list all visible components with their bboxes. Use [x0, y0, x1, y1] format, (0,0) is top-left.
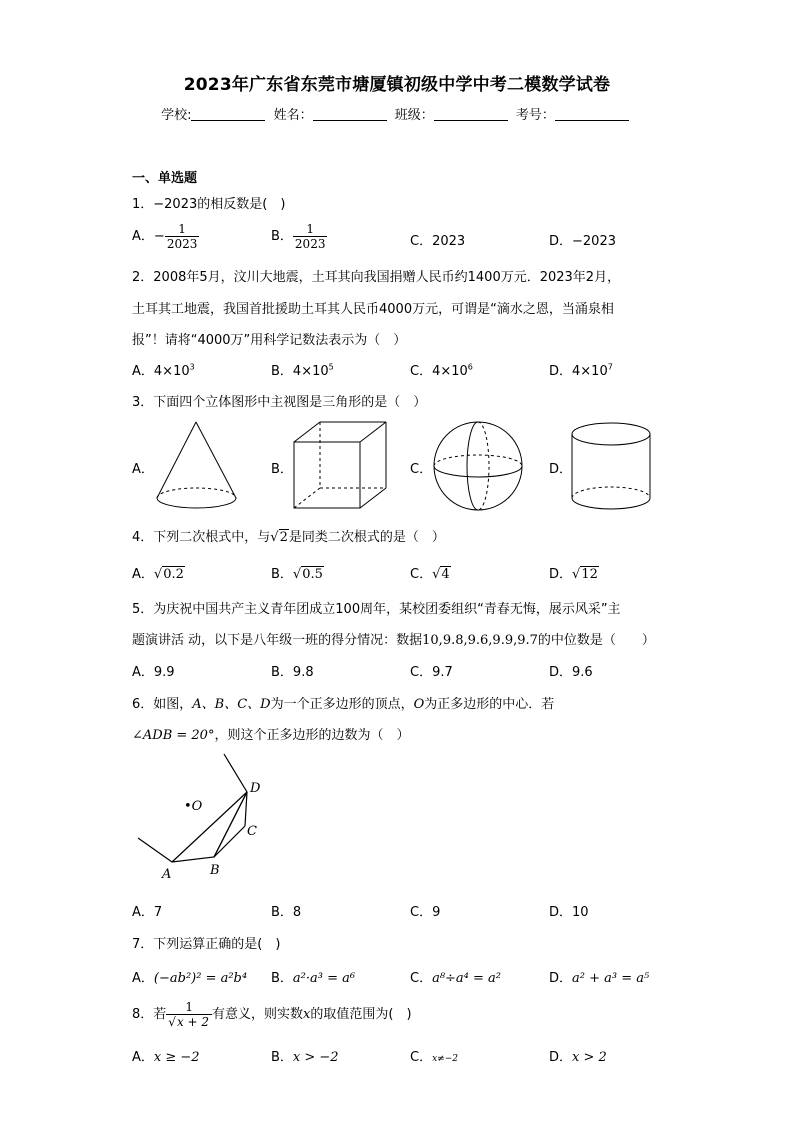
q7-option-d[interactable]: [549, 967, 649, 986]
q8-b-expr: x > −2: [292, 1050, 339, 1065]
class-label: 班级：: [394, 108, 434, 123]
q3-option-a[interactable]: A．: [132, 462, 154, 477]
q1-a-numerator: 1: [165, 222, 200, 237]
q4-b-sqrt: √0.5: [292, 567, 323, 582]
q7-a-expr: (−ab²)² = a²b⁴: [153, 971, 248, 986]
cylinder-figure: [568, 418, 654, 513]
fig-label-c: C: [247, 824, 257, 839]
q8-d-label: D．: [549, 1050, 573, 1065]
q2-a-exponent: 3: [189, 362, 195, 372]
q4-option-c[interactable]: [410, 563, 451, 582]
q3-option-c[interactable]: C．: [410, 462, 433, 477]
cone-figure: [150, 418, 242, 513]
q3-option-b[interactable]: B．: [271, 462, 293, 477]
q4-d-sqrt: √12: [572, 567, 598, 582]
fig-label-b: B: [210, 863, 220, 878]
q8-stem-post: 的取值范围为( ): [310, 1007, 412, 1022]
q8-stem-mid: 有意义，则实数: [212, 1007, 304, 1022]
q6-option-b[interactable]: B．8: [271, 905, 302, 920]
q4-stem-radicand: 2: [279, 530, 288, 545]
q2-option-d[interactable]: [549, 360, 613, 379]
q1-b-label: B．: [271, 229, 293, 244]
q5-stem-line2: [132, 629, 655, 648]
q7-d-label: D．: [549, 971, 573, 986]
q7-stem: 7．下列运算正确的是( ): [132, 937, 281, 952]
q2-d-base: 4×10: [572, 364, 608, 379]
exam-no-label: 考号：: [515, 108, 555, 123]
q2-stem-line2: 土耳其工地震，我国首批援助土耳其人民币4000万元，可谓是“滴水之恩，当涌泉相: [132, 302, 614, 317]
q7-c-expr: a⁸÷a⁴ = a²: [432, 971, 502, 986]
q8-c-label: C．: [410, 1050, 433, 1065]
q6-line1-mid: 为一个正多边形的顶点，: [270, 697, 414, 712]
q4-c-label: C．: [410, 567, 433, 582]
q2-stem-line1: 2．2008年5月，汶川大地震，土耳其向我国捐赠人民币约1400万元．2023年2月，: [132, 270, 621, 285]
q1-option-a[interactable]: [132, 222, 199, 251]
fig-label-d: D: [250, 781, 261, 796]
q8-a-label: A．: [132, 1050, 154, 1065]
q4-c-sqrt: √4: [432, 567, 450, 582]
sphere-figure: [430, 418, 526, 514]
q8-d-expr: x > 2: [572, 1050, 607, 1065]
school-blank[interactable]: [191, 107, 265, 121]
cube-figure: [290, 418, 390, 513]
q2-b-label: B．: [271, 364, 293, 379]
q5-option-a[interactable]: A．9.9: [132, 665, 175, 680]
q4-a-label: A．: [132, 567, 154, 582]
q7-option-c[interactable]: [410, 967, 501, 986]
q8-stem: [132, 1000, 412, 1029]
q4-d-label: D．: [549, 567, 573, 582]
q7-c-label: C．: [410, 971, 433, 986]
q8-b-label: B．: [271, 1050, 293, 1065]
q4-stem-sqrt: √2: [270, 530, 288, 545]
q8-fraction: [166, 1000, 212, 1029]
section-heading: 一、单选题: [132, 171, 198, 186]
q7-a-label: A．: [132, 971, 154, 986]
q6-angle-expr: ∠ADB = 20°: [132, 728, 215, 743]
q4-a-sqrt: √0.2: [153, 567, 184, 582]
q6-option-a[interactable]: A．7: [132, 905, 163, 920]
q8-frac-denominator: √x + 2: [168, 1015, 210, 1029]
q2-c-base: 4×10: [432, 364, 468, 379]
student-info-row: [0, 104, 794, 123]
q8-stem-pre: 8．若: [132, 1007, 167, 1022]
q1-a-sign: −: [153, 229, 165, 244]
q2-stem-line3: 报”！请将“4000万”用科学记数法表示为（ ）: [132, 333, 407, 348]
q4-stem-pre: 4．下列二次根式中，与: [132, 530, 271, 545]
q4-b-label: B．: [271, 567, 293, 582]
q4-option-b[interactable]: [271, 563, 324, 582]
q2-d-exponent: 7: [607, 362, 613, 372]
q1-stem: 1．−2023的相反数是( ): [132, 197, 286, 212]
q5-stem-line1: 5．为庆祝中国共产主义青年团成立100周年，某校团委组织“青春无悔，展示风采”主: [132, 602, 621, 617]
q5-data-values: 10,9.8,9.6,9.9,9.7: [422, 633, 538, 648]
school-label: 学校:: [161, 108, 192, 123]
q7-b-expr: a²·a³ = a⁶: [292, 971, 356, 986]
q2-c-label: C．: [410, 364, 433, 379]
q4-b-radicand: 0.5: [302, 567, 323, 582]
q5-line2-pre: 题演讲活 动，以下是八年级一班的得分情况：数据: [132, 633, 423, 648]
q4-a-radicand: 0.2: [163, 567, 184, 582]
q8-option-d[interactable]: [549, 1046, 607, 1065]
q5-option-d[interactable]: D．9.6: [549, 665, 593, 680]
page-title: 2023年广东省东莞市塘厦镇初级中学中考二模数学试卷: [183, 75, 611, 95]
q2-option-a[interactable]: [132, 360, 195, 379]
q4-stem: [132, 526, 445, 545]
q7-d-expr: a² + a³ = a⁵: [572, 971, 650, 986]
q2-option-b[interactable]: [271, 360, 334, 379]
q2-d-label: D．: [549, 364, 573, 379]
q3-stem: 3．下面四个立体图形中主视图是三角形的是（ ）: [132, 395, 427, 410]
q5-option-b[interactable]: B．9.8: [271, 665, 314, 680]
q6-line2-post: ，则这个正多边形的边数为（ ）: [214, 728, 410, 743]
name-blank[interactable]: [313, 107, 387, 121]
q6-center-o: O: [413, 697, 425, 712]
q7-option-b[interactable]: [271, 967, 355, 986]
q8-frac-numerator: 1: [166, 1000, 212, 1015]
q1-b-denominator: 2023: [294, 237, 326, 251]
exam-no-blank[interactable]: [555, 107, 629, 121]
q8-option-a[interactable]: [132, 1046, 200, 1065]
q8-option-b[interactable]: [271, 1046, 339, 1065]
q5-option-c[interactable]: C．9.7: [410, 665, 453, 680]
q6-option-c[interactable]: C．9: [410, 905, 441, 920]
q8-variable: x: [303, 1007, 311, 1022]
q4-d-radicand: 12: [581, 567, 598, 582]
q6-line1-pre: 6．如图，: [132, 697, 193, 712]
q5-line2-post: 的中位数是（ ）: [537, 633, 655, 648]
q1-option-d[interactable]: D．−2023: [549, 234, 616, 249]
q1-b-fraction: [293, 222, 328, 251]
q6-line1-post: 为正多边形的中心．若: [424, 697, 555, 712]
q1-option-c[interactable]: C．2023: [410, 234, 466, 249]
q6-stem-line2: [132, 724, 409, 743]
q4-option-d[interactable]: [549, 563, 599, 582]
class-blank[interactable]: [434, 107, 508, 121]
q8-c-expr: x≠−2: [432, 1054, 458, 1064]
q3-option-d[interactable]: D．: [549, 462, 573, 477]
q6-option-d[interactable]: D．10: [549, 905, 589, 920]
q2-a-base: 4×10: [153, 364, 190, 379]
q2-a-label: A．: [132, 364, 154, 379]
q2-b-base: 4×10: [292, 364, 329, 379]
q1-b-numerator: 1: [293, 222, 328, 237]
q2-option-c[interactable]: [410, 360, 473, 379]
q1-option-b[interactable]: [271, 222, 327, 251]
name-label: 姓名：: [273, 108, 313, 123]
q7-b-label: B．: [271, 971, 293, 986]
q8-a-expr: x ≥ −2: [153, 1050, 200, 1065]
q4-option-a[interactable]: [132, 563, 185, 582]
polygon-figure: [132, 750, 282, 885]
q2-b-exponent: 5: [328, 362, 334, 372]
q7-option-a[interactable]: [132, 967, 247, 986]
q8-option-c[interactable]: [410, 1046, 458, 1065]
q1-a-denominator: 2023: [166, 237, 198, 251]
q8-frac-radicand: x + 2: [176, 1015, 210, 1029]
fig-label-a: A: [162, 867, 172, 882]
fig-label-o: •O: [184, 799, 203, 814]
q6-points: A、B、C、D: [192, 697, 271, 712]
q1-a-label: A．: [132, 229, 154, 244]
q1-a-fraction: [165, 222, 200, 251]
q4-stem-post: 是同类二次根式的是（ ）: [288, 530, 445, 545]
q2-c-exponent: 6: [467, 362, 473, 372]
q6-stem-line1: [132, 693, 554, 712]
q4-c-radicand: 4: [441, 567, 450, 582]
